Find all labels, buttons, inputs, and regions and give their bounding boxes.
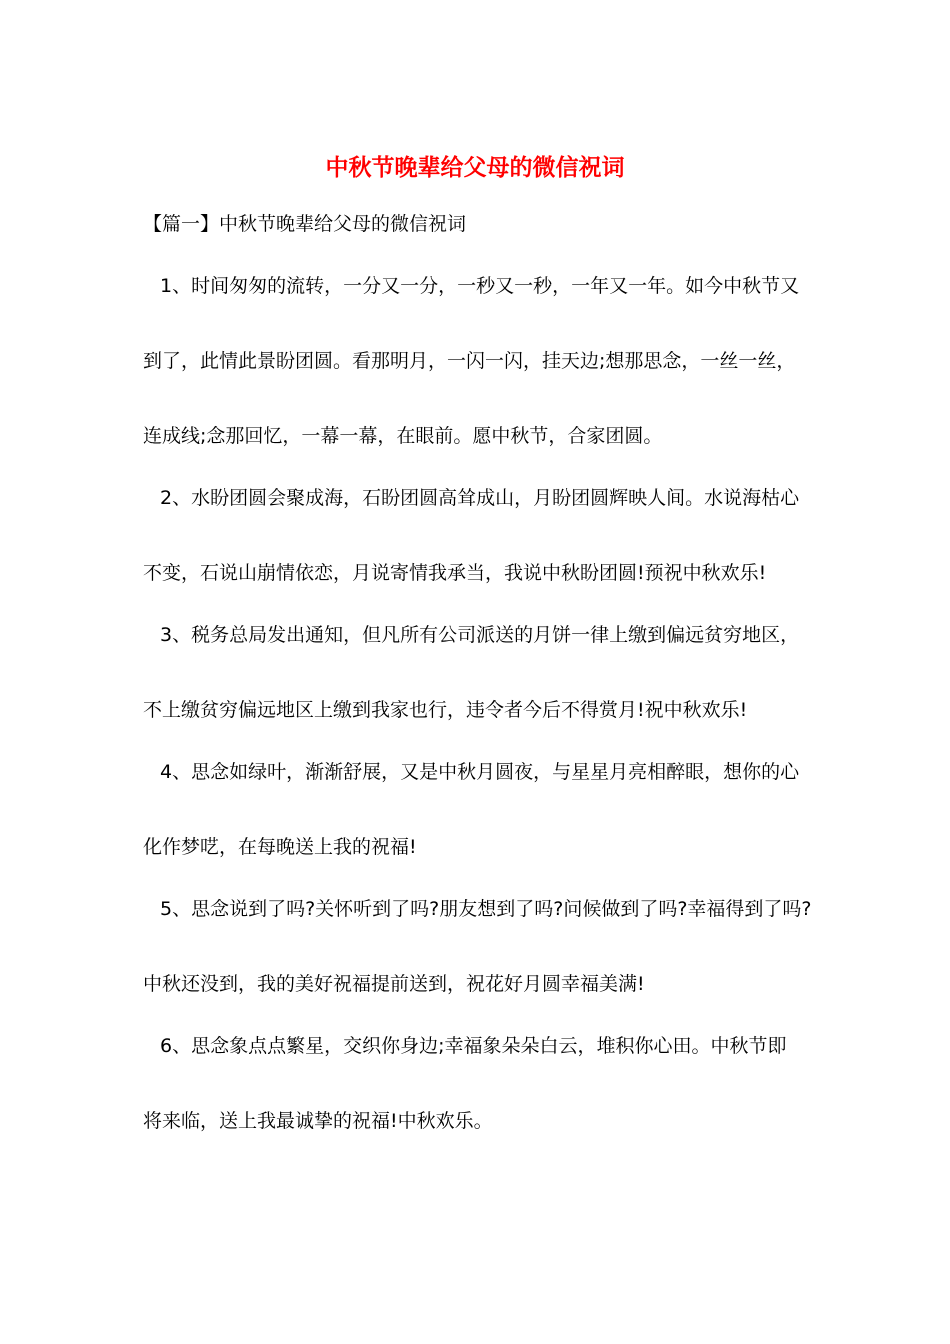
document-title: 中秋节晚辈给父母的微信祝词 (325, 154, 625, 181)
item-5-line-2: 中秋还没到，我的美好祝福提前送到，祝花好月圆幸福美满! (143, 973, 645, 995)
item-5-line-1: 5、思念说到了吗?关怀听到了吗?朋友想到了吗?问候做到了吗?幸福得到了吗? (160, 898, 812, 920)
item-4-line-2: 化作梦呓，在每晚送上我的祝福! (143, 836, 417, 858)
item-3-line-2: 不上缴贫穷偏远地区上缴到我家也行，违令者今后不得赏月!祝中秋欢乐! (143, 699, 748, 721)
item-6-line-2: 将来临，送上我最诚挚的祝福!中秋欢乐。 (143, 1110, 493, 1132)
item-6-line-1: 6、思念象点点繁星，交织你身边;幸福象朵朵白云，堆积你心田。中秋节即 (160, 1035, 787, 1057)
item-3-line-1: 3、税务总局发出通知，但凡所有公司派送的月饼一律上缴到偏远贫穷地区， (160, 624, 800, 646)
item-1-line-2: 到了，此情此景盼团圆。看那明月，一闪一闪，挂天边;想那思念，一丝一丝， (143, 350, 796, 372)
item-1-line-1: 1、时间匆匆的流转，一分又一分，一秒又一秒，一年又一年。如今中秋节又 (160, 275, 800, 297)
item-4-line-1: 4、思念如绿叶，渐渐舒展，又是中秋月圆夜，与星星月亮相醉眼，想你的心 (160, 761, 800, 783)
section-heading: 【篇一】中秋节晚辈给父母的微信祝词 (143, 213, 467, 235)
item-2-line-1: 2、水盼团圆会聚成海，石盼团圆高耸成山，月盼团圆辉映人间。水说海枯心 (160, 487, 800, 509)
item-1-line-3: 连成线;念那回忆，一幕一幕，在眼前。愿中秋节，合家团圆。 (143, 425, 663, 447)
item-2-line-2: 不变，石说山崩情依恋，月说寄情我承当，我说中秋盼团圆!预祝中秋欢乐! (143, 562, 767, 584)
